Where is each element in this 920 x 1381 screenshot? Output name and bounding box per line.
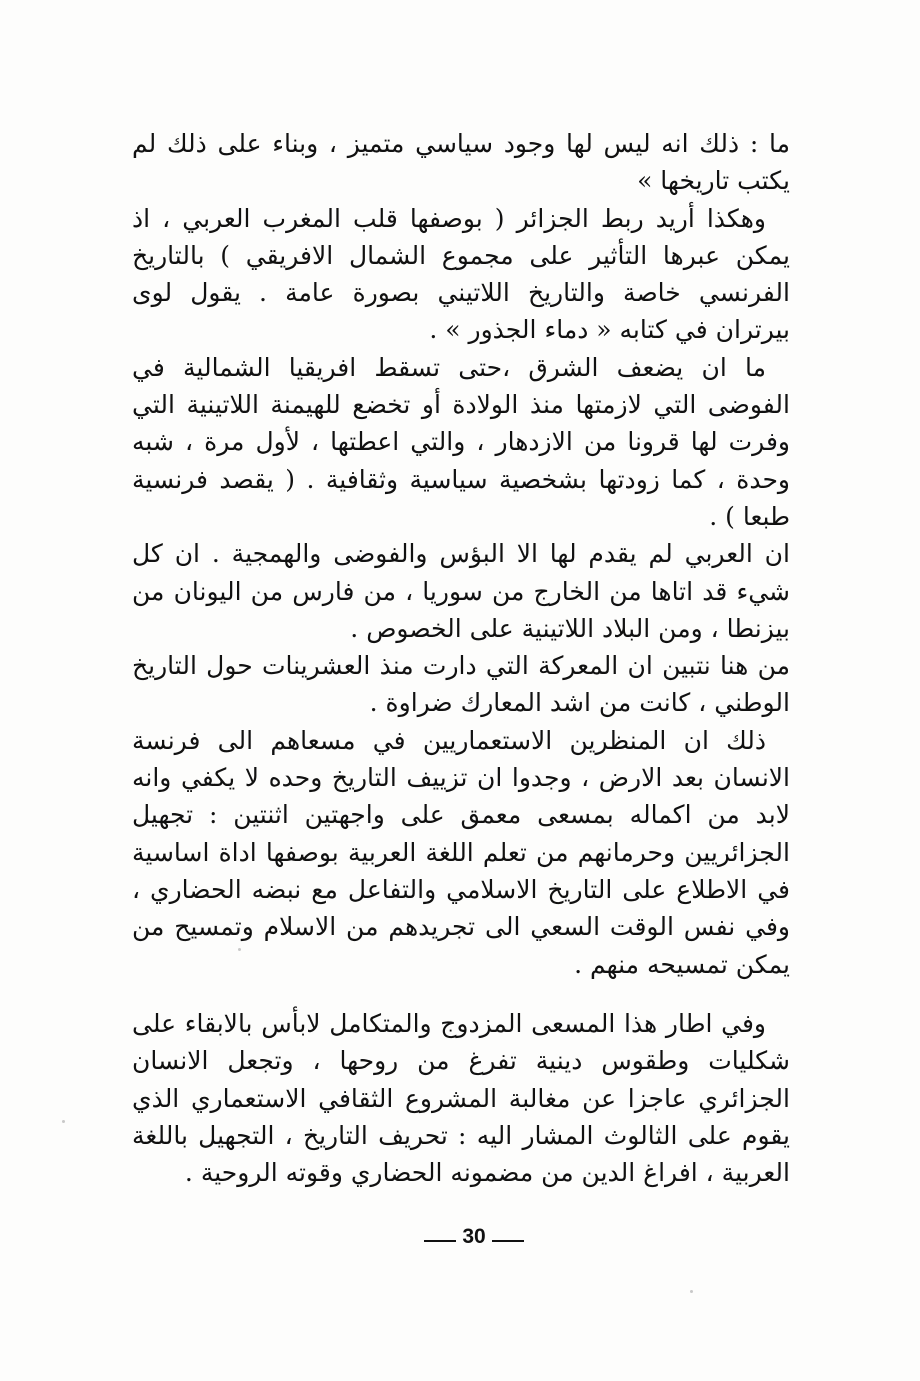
- paragraph-dual-effort: وفي اطار هذا المسعى المزدوج والمتكامل لابأس بالابقاء على شكليات وطقوس دينية تفرغ من روحها ، وتجعل الانسان الجزائري عاجزا عن مغالبة المشروع الثقافي الاستعماري الذي يقوم على الثالوث المشار اليه : تحريف التاريخ ، التجهيل باللغة العربية ، افراغ الدين من مضمونه الحضاري وقوته الروحية .: [132, 1009, 790, 1188]
- paragraph-bertrand-quote: ما ان يضعف الشرق ،حتى تسقط افريقيا الشمالية في الفوضى التي لازمتها منذ الولادة أو تخضع للهيمنة اللاتينية التي وفرت لها قرونا من الازدهار ، والتي اعطتها ، لأول مرة ، شبه وحدة ، كما زودتها بشخصية سياسية وثقافية . ( يقصد فرنسية طبعا ) .: [132, 352, 790, 531]
- secondary-text-block: [132, 1005, 790, 1191]
- paper-speck: [690, 1290, 693, 1293]
- main-text-block: [132, 125, 790, 983]
- page-number: [414, 1222, 534, 1252]
- paper-speck: [62, 1120, 65, 1123]
- page-number-dash-right: [492, 1240, 524, 1242]
- paper-speck: [238, 948, 241, 951]
- paragraph-national-history: من هنا نتبين ان المعركة التي دارت منذ العشرينات حول التاريخ الوطني ، كانت من اشد المعارك ضراوة .: [132, 651, 790, 718]
- paragraph-colonial-theorists: ذلك ان المنظرين الاستعماريين في مسعاهم الى فرنسة الانسان بعد الارض ، وجدوا ان تزييف التاريخ وحده لا يكفي وانه لابد من اكماله بمسعى معمق على واجهتين اثنتين : تجهيل الجزائريين وحرمانهم من تعلم اللغة العربية بوصفها اداة اساسية في الاطلاع على التاريخ الاسلامي والتفاعل مع نبضه الحضاري ، وفي نفس الوقت السعي الى تجريدهم من الاسلام وتمسيح من يمكن تمسيحه منهم .: [132, 725, 790, 979]
- page-number-dash-left: [424, 1240, 456, 1242]
- paragraph-quote-end: ما : ذلك انه ليس لها وجود سياسي متميز ، وبناء على ذلك لم يكتب تاريخها »: [132, 129, 790, 196]
- page-number-value: 30: [462, 1225, 486, 1248]
- paragraph-algeria-link: وهكذا أريد ربط الجزائر ( بوصفها قلب المغرب العربي ، اذ يمكن عبرها التأثير على مجموع الشمال الافريقي ) بالتاريخ الفرنسي خاصة والتاريخ اللاتيني بصورة عامة . يقول لوى بيرتران في كتابه « دماء الجذور » .: [132, 203, 790, 345]
- paragraph-arab-claim: ان العربي لم يقدم لها الا البؤس والفوضى والهمجية . ان كل شيء قد اتاها من الخارج من سوريا ، من فارس من اليونان من بيزنطا ، ومن البلاد اللاتينية على الخصوص .: [132, 539, 790, 643]
